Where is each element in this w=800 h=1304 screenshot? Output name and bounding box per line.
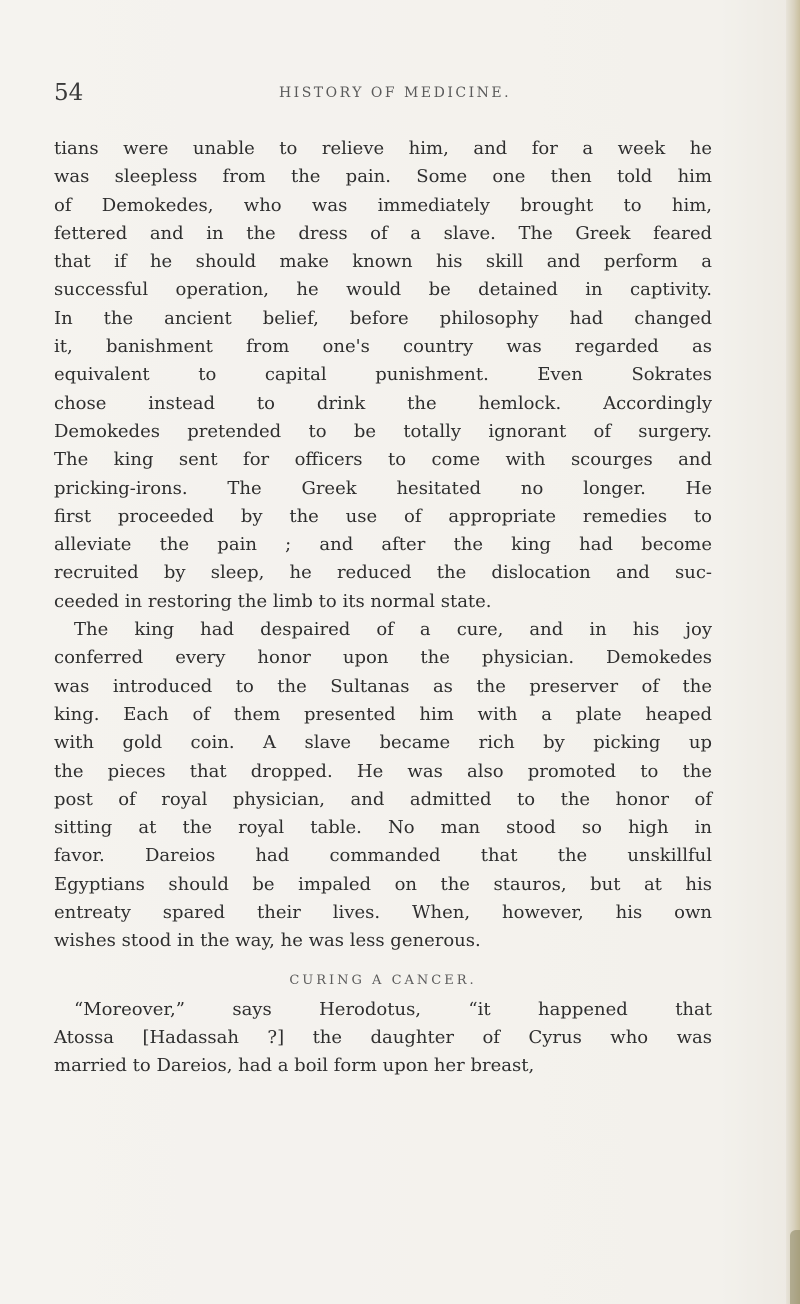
text-line: post of royal physician, and admitted to the honor of [54, 788, 712, 810]
text-line: sitting at the royal table. No man stood so high in [54, 817, 712, 839]
text-line: favor. Dareios had commanded that the unskillful [54, 845, 712, 867]
text-line: successful operation, he would be detained in captivity. [54, 279, 712, 301]
text-line: that if he should make known his skill and perform a [54, 251, 712, 273]
text-line: fettered and in the dress of a slave. The Greek feared [54, 222, 712, 244]
paragraph-herodotus [54, 996, 712, 1081]
text-line: entreaty spared their lives. When, however, his own [54, 902, 712, 924]
text-line: wishes stood in the way, he was less generous. [54, 930, 481, 952]
text-line: married to Dareios, had a boil form upon her breast, [54, 1055, 535, 1077]
paragraph-continued [54, 135, 712, 616]
text-line: The king sent for officers to come with scourges and [54, 449, 712, 471]
text-line: chose instead to drink the hemlock. Accordingly [54, 392, 712, 414]
page-number: 54 [54, 80, 84, 106]
text-line: Egyptians should be impaled on the stauros, but at his [54, 873, 712, 895]
text-line: was sleepless from the pain. Some one then told him [54, 166, 712, 188]
text-line: Atossa [Hadassah ?] the daughter of Cyrus who was [54, 1026, 712, 1048]
text-line: king. Each of them presented him with a plate heaped [54, 703, 712, 725]
page-edge-tip [790, 1230, 800, 1304]
text-line: equivalent to capital punishment. Even Sokrates [54, 364, 712, 386]
text-line: In the ancient belief, before philosophy had changed [54, 307, 712, 329]
section-heading: CURING A CANCER. [289, 972, 477, 988]
text-line: the pieces that dropped. He was also promoted to the [54, 760, 712, 782]
page-header [0, 80, 800, 110]
text-line: was introduced to the Sultanas as the preserver of the [54, 675, 712, 697]
running-head: HISTORY OF MEDICINE. [278, 85, 512, 101]
body-text [54, 135, 712, 1081]
text-line: The king had despaired of a cure, and in his joy [74, 619, 712, 641]
text-line: alleviate the pain ; and after the king had become [54, 534, 712, 556]
paragraph-king-cure [54, 616, 712, 956]
text-line: tians were unable to relieve him, and for a week he [54, 138, 712, 159]
text-line: of Demokedes, who was immediately brought to him, [54, 194, 712, 216]
text-line: first proceeded by the use of appropriate remedies to [54, 505, 712, 527]
text-line: with gold coin. A slave became rich by picking up [54, 732, 712, 754]
text-line: ceeded in restoring the limb to its normal state. [54, 590, 492, 612]
text-line: Demokedes pretended to be totally ignorant of surgery. [54, 420, 712, 442]
text-line: conferred every honor upon the physician. Demokedes [54, 647, 712, 669]
text-line: pricking-irons. The Greek hesitated no longer. He [54, 477, 712, 499]
text-line: recruited by sleep, he reduced the dislocation and suc- [54, 562, 712, 584]
page-edge [786, 0, 800, 1304]
text-line: “Moreover,” says Herodotus, “it happened that [74, 998, 712, 1020]
text-line: it, banishment from one's country was regarded as [54, 336, 712, 358]
